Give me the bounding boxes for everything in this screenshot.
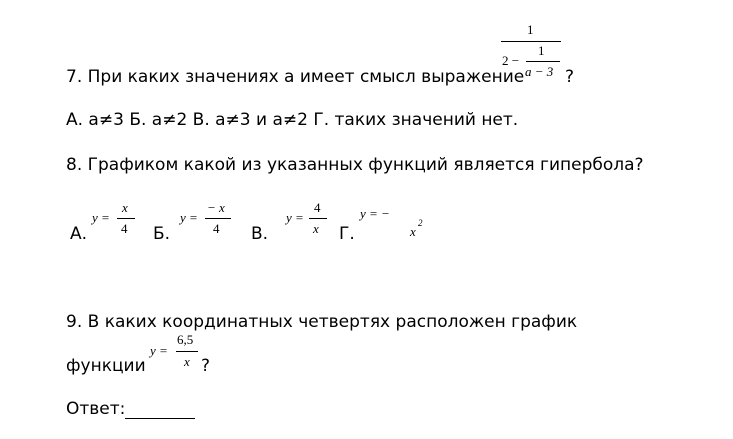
q7-options: А. а≠3 Б. а≠2 В. а≠3 и а≠2 Г. таких значений нет.	[66, 110, 519, 130]
q9-text: 9. В каких координатных четвертях расположен график	[66, 312, 578, 332]
q8-option-a-label: А.	[70, 224, 88, 244]
q7-expr-inner-bar	[526, 61, 560, 62]
answer-blank-line[interactable]	[125, 402, 195, 419]
q7-question-mark: ?	[565, 67, 575, 87]
q7-expr-main-bar	[501, 41, 561, 42]
q8-option-g-tail: x	[410, 224, 416, 239]
q8-option-v-lhs: y =	[286, 210, 304, 225]
q7-text: 7. При каких значениях а имеет смысл выражение	[66, 67, 525, 87]
q8-option-a-denominator: 4	[121, 221, 128, 236]
q8-option-b-bar	[205, 218, 231, 219]
q7-expr-numerator: 1	[527, 22, 534, 37]
answer-label: Ответ:	[66, 399, 126, 419]
q9-question-mark: ?	[201, 356, 211, 376]
q8-option-v-label: В.	[251, 224, 269, 244]
q8-option-g-superscript: 2	[418, 218, 423, 228]
answer-row	[66, 399, 195, 419]
q9-denominator: x	[184, 354, 190, 369]
q7-expr-inner-denominator: a − 3	[525, 64, 554, 79]
q8-option-a-bar	[117, 218, 135, 219]
q7-expr-inner-numerator: 1	[538, 43, 545, 58]
q8-text: 8. Графиком какой из указанных функций является гипербола?	[66, 155, 644, 175]
q8-option-a-numerator: x	[122, 200, 128, 215]
q9-numerator: 6,5	[177, 332, 194, 347]
q9-bar	[176, 351, 198, 352]
q8-option-v-numerator: 4	[314, 200, 321, 215]
q8-option-g-lhs: y = −	[360, 206, 390, 221]
q8-option-g-label: Г.	[339, 224, 355, 244]
q8-option-b-denominator: 4	[213, 221, 220, 236]
q8-option-a-lhs: y =	[92, 210, 110, 225]
q8-option-b-label: Б.	[153, 224, 171, 244]
q8-option-v-bar	[309, 218, 327, 219]
q9-lhs: y =	[150, 343, 168, 358]
q9-prefix: функции	[66, 356, 146, 376]
q8-option-b-lhs: y =	[180, 210, 198, 225]
q8-option-b-numerator: − x	[207, 200, 225, 215]
q8-option-v-denominator: x	[313, 221, 319, 236]
q7-expr-prefix: 2 −	[502, 53, 520, 68]
